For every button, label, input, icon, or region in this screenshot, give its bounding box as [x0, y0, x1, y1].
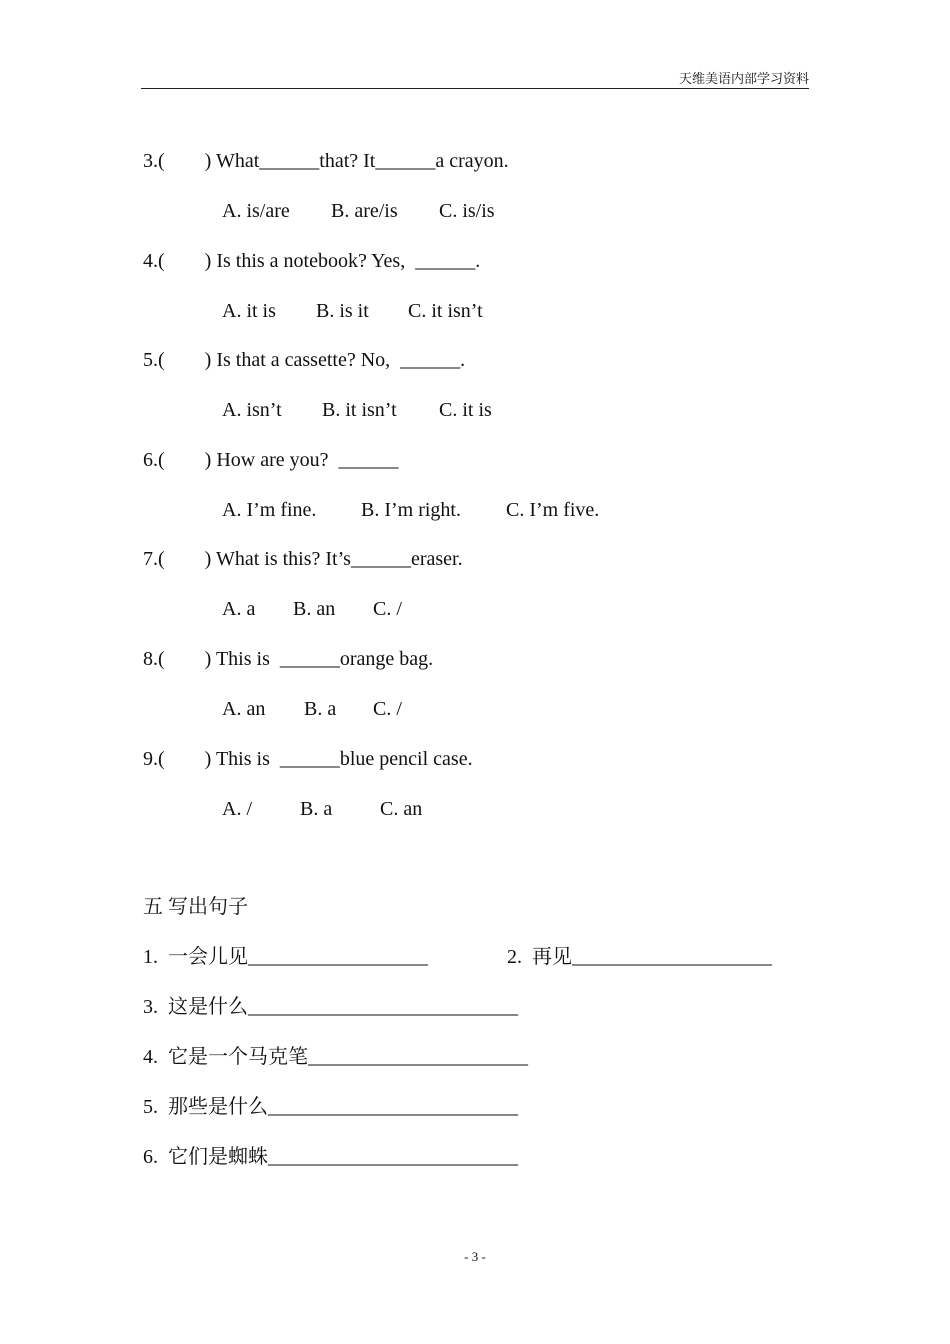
question-3: 3.( ) What______that? It______a crayon.	[143, 150, 509, 172]
option-c: C. an	[380, 798, 423, 820]
writing-item-5: 5. 那些是什么_________________________	[143, 1096, 518, 1118]
option-b: B. I’m right.	[361, 499, 461, 521]
option-a: A. /	[222, 798, 252, 820]
section-title: 五 写出句子	[143, 896, 248, 918]
question-9: 9.( ) This is ______blue pencil case.	[143, 748, 473, 770]
writing-item-4: 4. 它是一个马克笔______________________	[143, 1046, 528, 1068]
option-c: C. /	[373, 698, 402, 720]
question-6: 6.( ) How are you? ______	[143, 449, 399, 471]
option-c: C. is/is	[439, 200, 495, 222]
option-b: B. are/is	[331, 200, 398, 222]
option-a: A. it is	[222, 300, 276, 322]
option-b: B. an	[293, 598, 336, 620]
question-8: 8.( ) This is ______orange bag.	[143, 648, 434, 670]
option-c: C. it is	[439, 399, 492, 421]
option-a: A. isn’t	[222, 399, 282, 421]
option-a: A. is/are	[222, 200, 290, 222]
page-number: - 3 -	[464, 1249, 486, 1264]
page-header	[141, 70, 809, 89]
writing-item-1: 1. 一会儿见__________________	[143, 946, 428, 968]
writing-item-2: 2. 再见____________________	[507, 946, 772, 968]
option-b: B. a	[304, 698, 337, 720]
option-c: C. it isn’t	[408, 300, 483, 322]
question-5: 5.( ) Is that a cassette? No, ______.	[143, 349, 466, 371]
option-b: B. a	[300, 798, 333, 820]
question-4: 4.( ) Is this a notebook? Yes, ______.	[143, 250, 481, 272]
option-c: C. I’m five.	[506, 499, 600, 521]
option-a: A. an	[222, 698, 266, 720]
writing-item-3: 3. 这是什么___________________________	[143, 996, 518, 1018]
option-b: B. it isn’t	[322, 399, 397, 421]
header-text: 天维美语内部学习资料	[678, 71, 809, 86]
option-a: A. a	[222, 598, 256, 620]
option-b: B. is it	[316, 300, 369, 322]
option-a: A. I’m fine.	[222, 499, 317, 521]
option-c: C. /	[373, 598, 402, 620]
question-7: 7.( ) What is this? It’s______eraser.	[143, 548, 463, 570]
writing-item-6: 6. 它们是蜘蛛_________________________	[143, 1146, 518, 1168]
